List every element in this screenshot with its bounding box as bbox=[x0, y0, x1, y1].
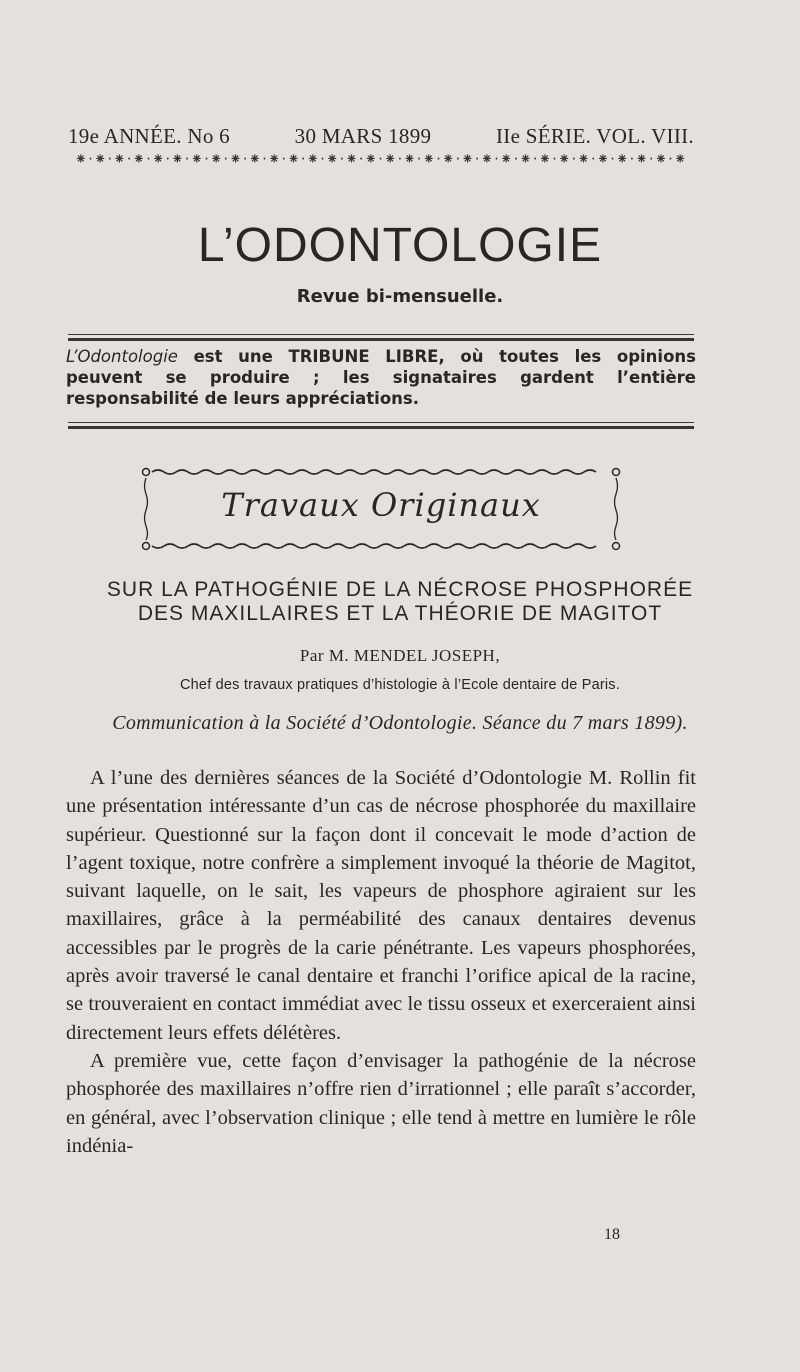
editorial-notice bbox=[66, 346, 696, 409]
section-banner bbox=[140, 460, 622, 552]
author-affiliation: Chef des travaux pratiques d’histologie à l’Ecole dentaire de Paris. bbox=[180, 677, 620, 693]
issue-header bbox=[68, 124, 694, 149]
article-title-line-2: DES MAXILLAIRES ET LA THÉORIE DE MAGITOT bbox=[137, 602, 663, 625]
article-byline: Par M. MENDEL JOSEPH, bbox=[299, 646, 501, 665]
issue-series: IIe SÉRIE. VOL. VIII. bbox=[495, 124, 694, 148]
star-ornament-row: ⁕·⁕·⁕·⁕·⁕·⁕·⁕·⁕·⁕·⁕·⁕·⁕·⁕·⁕·⁕·⁕·⁕·⁕·⁕·⁕·⁕·⁕·⁕·⁕·⁕·⁕·⁕·⁕·⁕·⁕·⁕·⁕ bbox=[74, 150, 688, 168]
article-body bbox=[66, 764, 696, 1160]
bottom-double-rule bbox=[68, 422, 694, 429]
notice-journal-name: L’Odontologie bbox=[66, 347, 178, 366]
journal-title: L’ODONTOLOGIE bbox=[197, 219, 603, 272]
notice-text-1: est une bbox=[177, 347, 289, 366]
section-title: Travaux Originaux bbox=[221, 486, 541, 524]
body-paragraph: A première vue, cette façon d’envisager la pathogénie de la nécrose phosphorée des maxillaires n’offre rien d’irrationnel ; elle paraît s’accorder, en général, avec l’observation clinique ; elle tend à mettre en lumière le rôle indénia- bbox=[66, 1049, 696, 1157]
issue-year: 19e ANNÉE. No 6 bbox=[68, 124, 230, 148]
page-number: 18 bbox=[604, 1226, 620, 1243]
notice-emphasis: TRIBUNE LIBRE bbox=[288, 347, 439, 366]
journal-subtitle: Revue bi-mensuelle. bbox=[296, 286, 504, 307]
article-title-line-1: SUR LA PATHOGÉNIE DE LA NÉCROSE PHOSPHORÉE bbox=[106, 578, 694, 601]
communication-note: Communication à la Société d’Odontologie. Séance du 7 mars 1899). bbox=[112, 712, 688, 734]
notice-text-2: , où toutes les opinions peuvent se produire ; les signataires gardent l’entière responsabilité de leurs appréciations. bbox=[66, 347, 696, 408]
body-paragraph: A l’une des dernières séances de la Société d’Odontologie M. Rollin fit une présentation intéressante d’un cas de nécrose phosphorée du maxillaire supérieur. Questionné sur la façon dont il concevait le mode d’action de l’agent toxique, notre confrère a simplement invoqué la théorie de Magitot, suivant laquelle, on le sait, les vapeurs de phosphore agiraient sur les maxillaires, grâce à la perméabilité des canaux dentaires devenus accessibles par le progrès de la carie pénétrante. Les vapeurs phosphorées, après avoir traversé le canal dentaire et franchi l’orifice apical de la racine, se trouveraient en contact immédiat avec le tissu osseux et exerceraient ainsi directement leurs effets délétères. bbox=[66, 767, 696, 1044]
article-title bbox=[0, 578, 800, 626]
issue-date: 30 MARS 1899 bbox=[294, 124, 432, 148]
top-double-rule bbox=[68, 334, 694, 341]
